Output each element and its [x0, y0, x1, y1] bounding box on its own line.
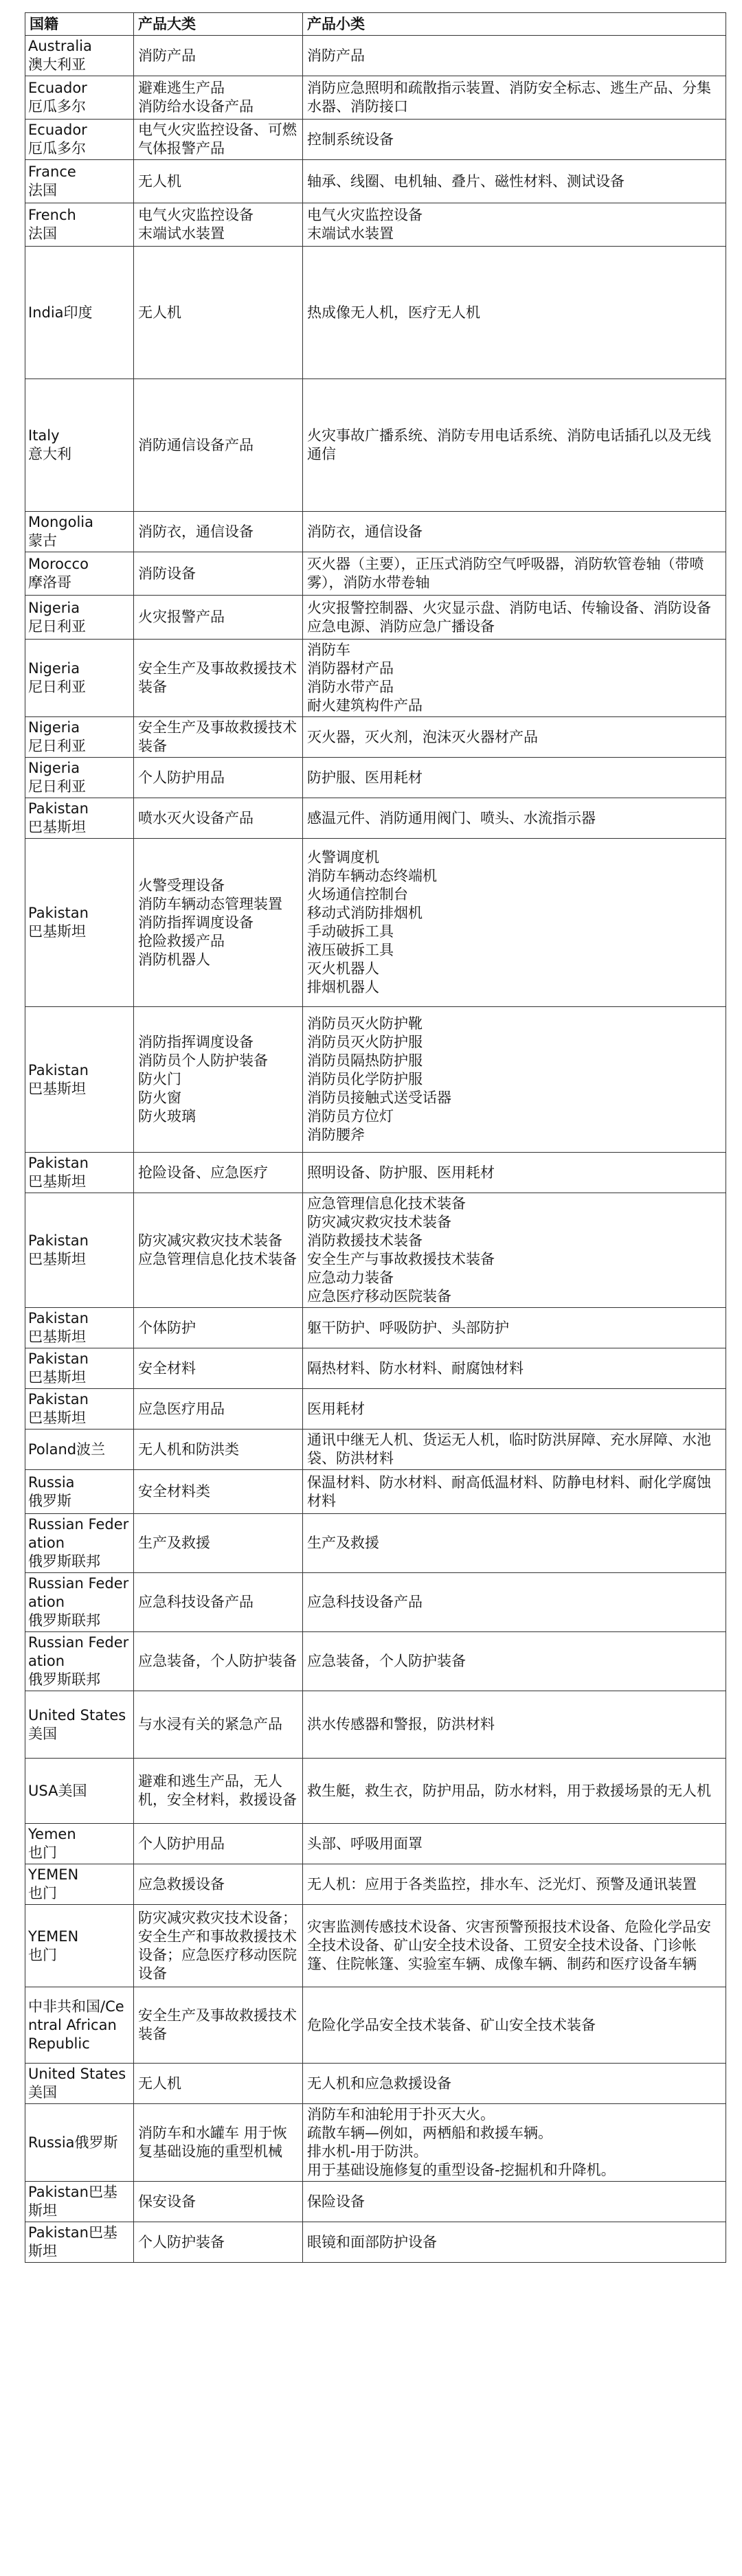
- cell-category: 电气火灾监控设备、可燃气体报警产品: [134, 120, 303, 160]
- cell-country: Russia 俄罗斯: [25, 1470, 134, 1514]
- cell-category: 个人防护用品: [134, 1824, 303, 1864]
- cell-category: 消防设备: [134, 552, 303, 596]
- cell-subcategory: 眼镜和面部防护设备: [303, 2222, 726, 2263]
- table-row: [25, 1905, 726, 1987]
- cell-subcategory: 灭火器（主要），正压式消防空气呼吸器，消防软管卷轴（带喷雾），消防水带卷轴: [303, 552, 726, 596]
- cell-country: Mongolia 蒙古: [25, 512, 134, 552]
- product-table: [25, 12, 726, 2263]
- table-row: [25, 1153, 726, 1193]
- cell-country: Pakistan巴基斯坦: [25, 2222, 134, 2263]
- header-subcategory: 产品小类: [303, 13, 726, 36]
- cell-category: 个人防护装备: [134, 2222, 303, 2263]
- cell-category: 应急医疗用品: [134, 1389, 303, 1430]
- cell-category: 消防车和水罐车 用于恢复基础设施的重型机械: [134, 2104, 303, 2182]
- cell-subcategory: 无人机和应急救援设备: [303, 2064, 726, 2104]
- cell-subcategory: 应急科技设备产品: [303, 1573, 726, 1632]
- cell-subcategory: 灭火器，灭火剂，泡沫灭火器材产品: [303, 717, 726, 758]
- cell-country: Pakistan 巴基斯坦: [25, 1153, 134, 1193]
- cell-subcategory: 无人机：应用于各类监控，排水车、泛光灯、预警及通讯装置: [303, 1864, 726, 1905]
- table-row: [25, 1308, 726, 1348]
- cell-category: 无人机: [134, 247, 303, 379]
- cell-category: 防灾减灾救灾技术设备；安全生产和事故救援技术设备；应急医疗移动医院设备: [134, 1905, 303, 1987]
- cell-country: 中非共和国/Central African Republic: [25, 1987, 134, 2064]
- table-row: [25, 2222, 726, 2263]
- cell-subcategory: 通讯中继无人机、货运无人机，临时防洪屏障、充水屏障、水池袋、防洪材料: [303, 1430, 726, 1470]
- cell-subcategory: 感温元件、消防通用阀门、喷头、水流指示器: [303, 798, 726, 839]
- table-row: [25, 640, 726, 717]
- table-row: [25, 1389, 726, 1430]
- cell-category: 安全生产及事故救援技术装备: [134, 1987, 303, 2064]
- cell-subcategory: 灾害监测传感技术设备、灾害预警预报技术设备、危险化学品安全技术设备、矿山安全技术设备、工贸安全技术设备、门诊帐篷、住院帐篷、实验室车辆、成像车辆、制药和医疗设备车辆: [303, 1905, 726, 1987]
- cell-country: Pakistan 巴基斯坦: [25, 1007, 134, 1153]
- cell-category: 安全生产及事故救援技术装备: [134, 640, 303, 717]
- table-row: [25, 1007, 726, 1153]
- table-row: [25, 1193, 726, 1308]
- table-row: [25, 596, 726, 640]
- cell-category: 安全生产及事故救援技术装备: [134, 717, 303, 758]
- cell-country: Italy 意大利: [25, 379, 134, 512]
- table-row: [25, 2064, 726, 2104]
- table-row: [25, 1691, 726, 1759]
- cell-country: Pakistan 巴基斯坦: [25, 1348, 134, 1389]
- table-row: [25, 1430, 726, 1470]
- cell-subcategory: 防护服、医用耗材: [303, 758, 726, 798]
- table-row: [25, 160, 726, 203]
- cell-subcategory: 火灾报警控制器、火灾显示盘、消防电话、传输设备、消防设备应急电源、消防应急广播设备: [303, 596, 726, 640]
- table-row: [25, 1632, 726, 1691]
- cell-country: Nigeria 尼日利亚: [25, 596, 134, 640]
- cell-category: 安全材料: [134, 1348, 303, 1389]
- table-row: [25, 1824, 726, 1864]
- cell-category: 消防通信设备产品: [134, 379, 303, 512]
- cell-category: 抢险设备、应急医疗: [134, 1153, 303, 1193]
- cell-country: Ecuador 厄瓜多尔: [25, 76, 134, 120]
- cell-category: 安全材料类: [134, 1470, 303, 1514]
- cell-category: 无人机: [134, 2064, 303, 2104]
- cell-subcategory: 轴承、线圈、电机轴、叠片、磁性材料、测试设备: [303, 160, 726, 203]
- table-row: [25, 552, 726, 596]
- cell-country: Yemen 也门: [25, 1824, 134, 1864]
- cell-category: 火警受理设备 消防车辆动态管理装置 消防指挥调度设备 抢险救援产品 消防机器人: [134, 839, 303, 1007]
- cell-subcategory: 洪水传感器和警报，防洪材料: [303, 1691, 726, 1759]
- cell-country: Nigeria 尼日利亚: [25, 717, 134, 758]
- table-row: [25, 1987, 726, 2064]
- table-row: [25, 717, 726, 758]
- cell-category: 消防指挥调度设备 消防员个人防护装备 防火门 防火窗 防火玻璃: [134, 1007, 303, 1153]
- cell-subcategory: 消防车和油轮用于扑灭大火。 疏散车辆—例如，两栖船和救援车辆。 排水机-用于防洪。 用于基础设施修复的重型设备-挖掘机和升降机。: [303, 2104, 726, 2182]
- table-row: [25, 1759, 726, 1824]
- cell-country: Australia 澳大利亚: [25, 36, 134, 76]
- cell-category: 避难和逃生产品，无人机，安全材料，救援设备: [134, 1759, 303, 1824]
- table-row: [25, 2104, 726, 2182]
- cell-subcategory: 消防衣，通信设备: [303, 512, 726, 552]
- table-row: [25, 76, 726, 120]
- cell-country: YEMEN 也门: [25, 1905, 134, 1987]
- cell-country: Pakistan 巴基斯坦: [25, 1308, 134, 1348]
- cell-category: 避难逃生产品 消防给水设备产品: [134, 76, 303, 120]
- cell-country: French 法国: [25, 203, 134, 247]
- table-row: [25, 203, 726, 247]
- cell-category: 应急装备，个人防护装备: [134, 1632, 303, 1691]
- cell-subcategory: 火灾事故广播系统、消防专用电话系统、消防电话插孔以及无线通信: [303, 379, 726, 512]
- cell-subcategory: 保温材料、防水材料、耐高低温材料、防静电材料、耐化学腐蚀材料: [303, 1470, 726, 1514]
- table-row: [25, 379, 726, 512]
- cell-subcategory: 保险设备: [303, 2182, 726, 2222]
- table-row: [25, 1514, 726, 1573]
- cell-country: Russian Federation 俄罗斯联邦: [25, 1514, 134, 1573]
- table-row: [25, 798, 726, 839]
- cell-country: Pakistan巴基斯坦: [25, 2182, 134, 2222]
- cell-category: 防灾减灾救灾技术装备 应急管理信息化技术装备: [134, 1193, 303, 1308]
- cell-subcategory: 救生艇，救生衣，防护用品，防水材料，用于救援场景的无人机: [303, 1759, 726, 1824]
- cell-country: Poland波兰: [25, 1430, 134, 1470]
- cell-country: YEMEN 也门: [25, 1864, 134, 1905]
- cell-category: 喷水灭火设备产品: [134, 798, 303, 839]
- table-row: [25, 2182, 726, 2222]
- cell-category: 无人机和防洪类: [134, 1430, 303, 1470]
- cell-subcategory: 应急装备，个人防护装备: [303, 1632, 726, 1691]
- cell-subcategory: 头部、呼吸用面罩: [303, 1824, 726, 1864]
- cell-category: 火灾报警产品: [134, 596, 303, 640]
- cell-country: Nigeria 尼日利亚: [25, 640, 134, 717]
- cell-country: Pakistan 巴基斯坦: [25, 1193, 134, 1308]
- cell-subcategory: 控制系统设备: [303, 120, 726, 160]
- cell-category: 无人机: [134, 160, 303, 203]
- header-country: 国籍: [25, 13, 134, 36]
- cell-country: Pakistan 巴基斯坦: [25, 798, 134, 839]
- cell-country: Russian Federation 俄罗斯联邦: [25, 1573, 134, 1632]
- table-header-row: [25, 13, 726, 36]
- cell-country: Nigeria 尼日利亚: [25, 758, 134, 798]
- cell-category: 应急科技设备产品: [134, 1573, 303, 1632]
- table-row: [25, 1573, 726, 1632]
- table-row: [25, 839, 726, 1007]
- cell-category: 与水浸有关的紧急产品: [134, 1691, 303, 1759]
- cell-country: United States 美国: [25, 2064, 134, 2104]
- table-body: [25, 36, 726, 2263]
- table-row: [25, 36, 726, 76]
- cell-country: Russia俄罗斯: [25, 2104, 134, 2182]
- cell-category: 个人防护用品: [134, 758, 303, 798]
- cell-subcategory: 消防车 消防器材产品 消防水带产品 耐火建筑构件产品: [303, 640, 726, 717]
- cell-subcategory: 应急管理信息化技术装备 防灾减灾救灾技术装备 消防救援技术装备 安全生产与事故救援技术装备 应急动力装备 应急医疗移动医院装备: [303, 1193, 726, 1308]
- table-row: [25, 512, 726, 552]
- product-table-sheet: [25, 12, 726, 2263]
- cell-subcategory: 医用耗材: [303, 1389, 726, 1430]
- table-row: [25, 758, 726, 798]
- table-row: [25, 1864, 726, 1905]
- table-row: [25, 120, 726, 160]
- cell-subcategory: 照明设备、防护服、医用耗材: [303, 1153, 726, 1193]
- cell-category: 电气火灾监控设备 末端试水装置: [134, 203, 303, 247]
- cell-subcategory: 消防员灭火防护靴 消防员灭火防护服 消防员隔热防护服 消防员化学防护服 消防员接触式送受话器 消防员方位灯 消防腰斧: [303, 1007, 726, 1153]
- cell-country: Ecuador 厄瓜多尔: [25, 120, 134, 160]
- cell-subcategory: 电气火灾监控设备 末端试水装置: [303, 203, 726, 247]
- cell-country: Pakistan 巴基斯坦: [25, 839, 134, 1007]
- cell-country: Pakistan 巴基斯坦: [25, 1389, 134, 1430]
- cell-country: Russian Federation 俄罗斯联邦: [25, 1632, 134, 1691]
- cell-country: Morocco 摩洛哥: [25, 552, 134, 596]
- cell-subcategory: 火警调度机 消防车辆动态终端机 火场通信控制台 移动式消防排烟机 手动破拆工具 液压破拆工具 灭火机器人 排烟机器人: [303, 839, 726, 1007]
- cell-category: 消防衣，通信设备: [134, 512, 303, 552]
- table-row: [25, 247, 726, 379]
- cell-category: 应急救援设备: [134, 1864, 303, 1905]
- table-row: [25, 1470, 726, 1514]
- cell-subcategory: 危险化学品安全技术装备、矿山安全技术装备: [303, 1987, 726, 2064]
- cell-country: France 法国: [25, 160, 134, 203]
- cell-category: 保安设备: [134, 2182, 303, 2222]
- cell-subcategory: 生产及救援: [303, 1514, 726, 1573]
- cell-category: 生产及救援: [134, 1514, 303, 1573]
- cell-subcategory: 消防应急照明和疏散指示装置、消防安全标志、逃生产品、分集水器、消防接口: [303, 76, 726, 120]
- cell-subcategory: 热成像无人机，医疗无人机: [303, 247, 726, 379]
- cell-category: 个体防护: [134, 1308, 303, 1348]
- cell-subcategory: 消防产品: [303, 36, 726, 76]
- table-row: [25, 1348, 726, 1389]
- cell-subcategory: 隔热材料、防水材料、耐腐蚀材料: [303, 1348, 726, 1389]
- cell-country: USA美国: [25, 1759, 134, 1824]
- header-category: 产品大类: [134, 13, 303, 36]
- cell-country: India印度: [25, 247, 134, 379]
- cell-subcategory: 躯干防护、呼吸防护、头部防护: [303, 1308, 726, 1348]
- cell-country: United States 美国: [25, 1691, 134, 1759]
- cell-category: 消防产品: [134, 36, 303, 76]
